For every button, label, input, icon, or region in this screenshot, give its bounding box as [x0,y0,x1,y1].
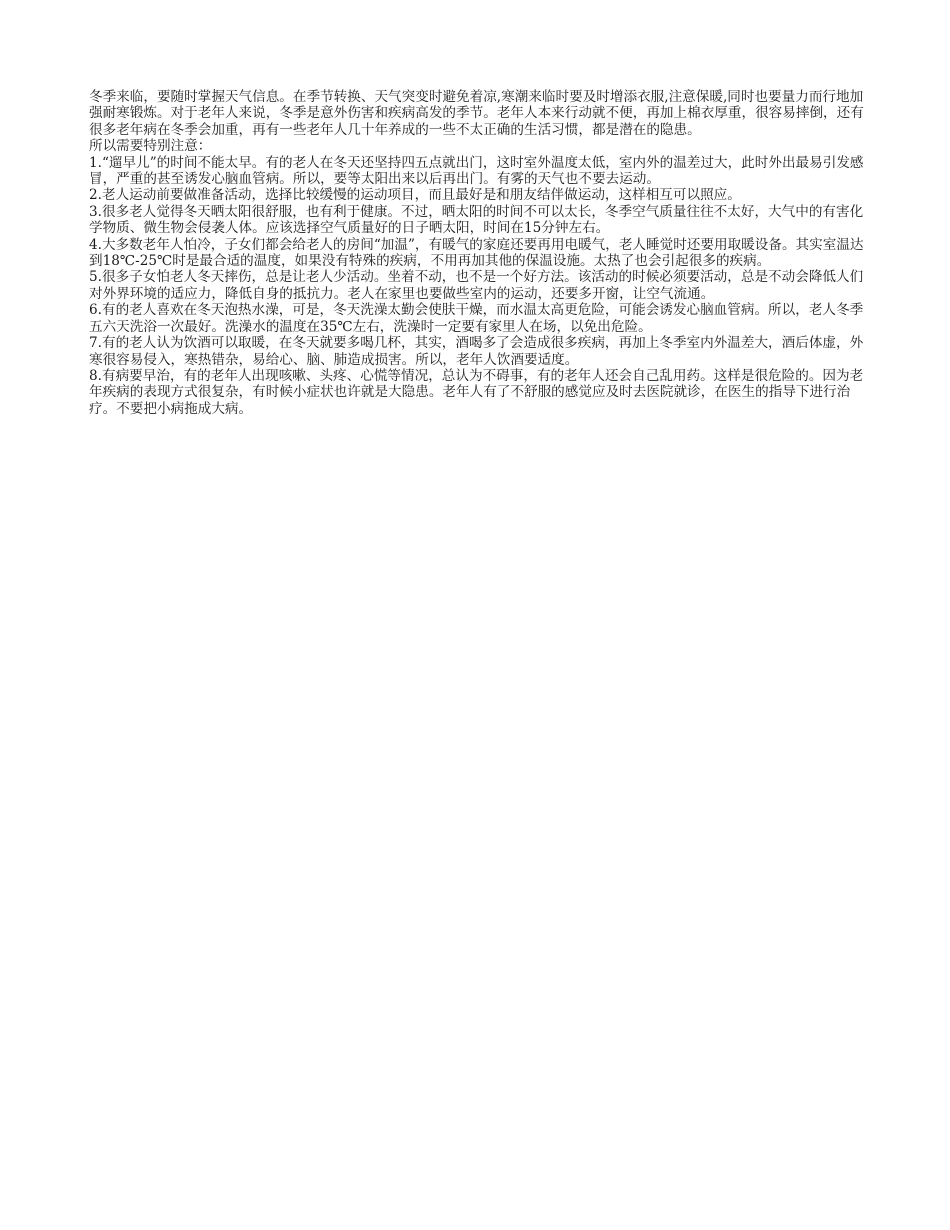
tip-item-1: 1.“遛早儿”的时间不能太早。有的老人在冬天还坚持四五点就出门，这时室外温度太低，室内外的温差过大，此时外出最易引发感冒，严重的甚至诱发心脑血管病。所以，要等太阳出来以后再出门。有雾的天气也不要去运动。 [89,154,864,188]
tip-item-4: 4.大多数老年人怕冷，子女们都会给老人的房间“加温”，有暖气的家庭还要再用电暖气，老人睡觉时还要用取暖设备。其实室温达到18℃-25℃时是最合适的温度，如果没有特殊的疾病，不用再加其他的保温设施。太热了也会引起很多的疾病。 [89,236,864,270]
notice-heading: 所以需要特别注意： [89,138,212,155]
tip-item-3: 3.很多老人觉得冬天晒太阳很舒服，也有利于健康。不过，晒太阳的时间不可以太长，冬季空气质量往往不太好，大气中的有害化学物质、微生物会侵袭人体。应该选择空气质量好的日子晒太阳，时间在15分钟左右。 [89,203,864,237]
tip-item-2: 2.老人运动前要做准备活动，选择比较缓慢的运动项目，而且最好是和朋友结伴做运动，这样相互可以照应。 [89,187,741,204]
tip-item-8: 8.有病要早治，有的老年人出现咳嗽、头疼、心慌等情况，总认为不碍事，有的老年人还会自己乱用药。这样是很危险的。因为老年疾病的表现方式很复杂，有时候小症状也许就是大隐患。老年人有了不舒服的感觉应及时去医院就诊，在医生的指导下进行治疗。不要把小病拖成大病。 [89,367,864,417]
tip-item-5: 5.很多子女怕老人冬天摔伤，总是让老人少活动。坐着不动，也不是一个好方法。该活动的时候必须要活动，总是不动会降低人们对外界环境的适应力，降低自身的抵抗力。老人在家里也要做些室内的运动，还要多开窗，让空气流通。 [89,269,864,302]
intro-paragraph: 冬季来临，要随时掌握天气信息。在季节转换、天气突变时避免着凉,寒潮来临时要及时增添衣服,注意保暖,同时也要量力而行地加强耐寒锻炼。对于老年人来说，冬季是意外伤害和疾病高发的季节。老年人本来行动就不便，再加上棉衣厚重，很容易摔倒，还有很多老年病在冬季会加重，再有一些老年人几十年养成的一些不太正确的生活习惯，都是潜在的隐患。 [89,89,864,138]
article-body [89,89,864,417]
tip-item-6: 6.有的老人喜欢在冬天泡热水澡，可是，冬天洗澡太勤会使肤干燥，而水温太高更危险，可能会诱发心脑血管病。所以，老人冬季五六天洗浴一次最好。洗澡水的温度在35℃左右，洗澡时一定要有家里人在场，以免出危险。 [89,302,864,335]
tip-item-7: 7.有的老人认为饮酒可以取暖，在冬天就要多喝几杯，其实，酒喝多了会造成很多疾病，再加上冬季室内外温差大，酒后体虚，外寒很容易侵入，寒热错杂，易给心、脑、肺造成损害。所以，老年人饮酒要适度。 [89,335,864,368]
